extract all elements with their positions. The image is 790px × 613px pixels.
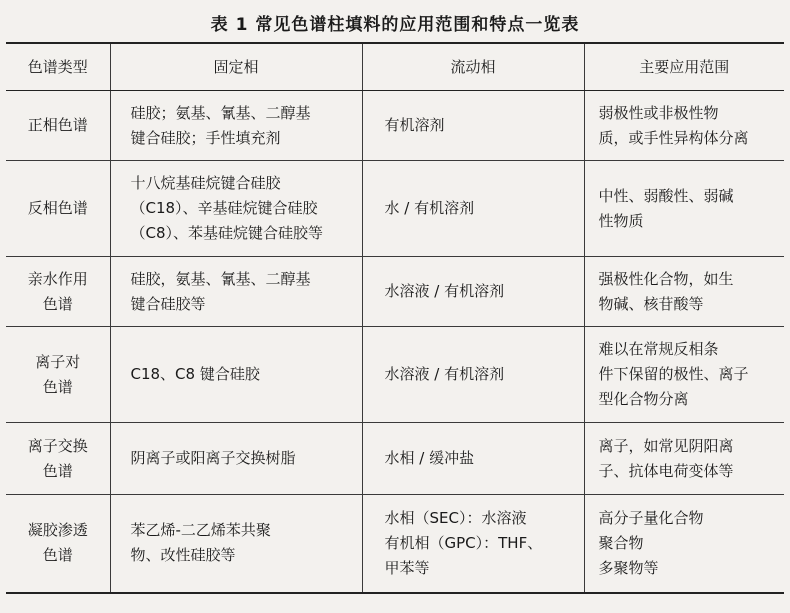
table-row bbox=[6, 423, 784, 495]
cell-mobile: 有机溶剂 bbox=[362, 91, 584, 161]
cell-stationary: 硅胶；氨基、氰基、二醇基 键合硅胶；手性填充剂 bbox=[110, 91, 362, 161]
header-mobile: 流动相 bbox=[362, 43, 584, 91]
header-stationary: 固定相 bbox=[110, 43, 362, 91]
table-title: 表 1 常见色谱柱填料的应用范围和特点一览表 bbox=[210, 15, 580, 35]
header-row bbox=[6, 43, 784, 91]
cell-mobile: 水相 / 缓冲盐 bbox=[362, 423, 584, 495]
cell-stationary: 十八烷基硅烷键合硅胶 （C18）、辛基硅烷键合硅胶 （C8）、苯基硅烷键合硅胶等 bbox=[110, 161, 362, 257]
table-row bbox=[6, 327, 784, 423]
cell-stationary: 苯乙烯-二乙烯苯共聚 物、改性硅胶等 bbox=[110, 495, 362, 593]
table-row bbox=[6, 495, 784, 593]
header-type: 色谱类型 bbox=[6, 43, 110, 91]
cell-application: 高分子量化合物 聚合物 多聚物等 bbox=[584, 495, 784, 593]
table-row bbox=[6, 161, 784, 257]
table-row bbox=[6, 91, 784, 161]
cell-type: 反相色谱 bbox=[6, 161, 110, 257]
header-application: 主要应用范围 bbox=[584, 43, 784, 91]
cell-application: 中性、弱酸性、弱碱 性物质 bbox=[584, 161, 784, 257]
cell-mobile: 水相（SEC）：水溶液 有机相（GPC）：THF、 甲苯等 bbox=[362, 495, 584, 593]
cell-mobile: 水溶液 / 有机溶剂 bbox=[362, 327, 584, 423]
cell-stationary: C18、C8 键合硅胶 bbox=[110, 327, 362, 423]
cell-stationary: 硅胶，氨基、氰基、二醇基 键合硅胶等 bbox=[110, 257, 362, 327]
cell-type: 离子交换 色谱 bbox=[6, 423, 110, 495]
chromatography-table bbox=[6, 42, 784, 594]
cell-type: 凝胶渗透 色谱 bbox=[6, 495, 110, 593]
cell-stationary: 阴离子或阳离子交换树脂 bbox=[110, 423, 362, 495]
table-row bbox=[6, 257, 784, 327]
cell-mobile: 水溶液 / 有机溶剂 bbox=[362, 257, 584, 327]
cell-application: 强极性化合物，如生 物碱、核苷酸等 bbox=[584, 257, 784, 327]
cell-application: 弱极性或非极性物 质，或手性异构体分离 bbox=[584, 91, 784, 161]
cell-application: 离子，如常见阴阳离 子、抗体电荷变体等 bbox=[584, 423, 784, 495]
cell-mobile: 水 / 有机溶剂 bbox=[362, 161, 584, 257]
cell-type: 正相色谱 bbox=[6, 91, 110, 161]
cell-type: 离子对 色谱 bbox=[6, 327, 110, 423]
cell-type: 亲水作用 色谱 bbox=[6, 257, 110, 327]
cell-application: 难以在常规反相条 件下保留的极性、离子 型化合物分离 bbox=[584, 327, 784, 423]
